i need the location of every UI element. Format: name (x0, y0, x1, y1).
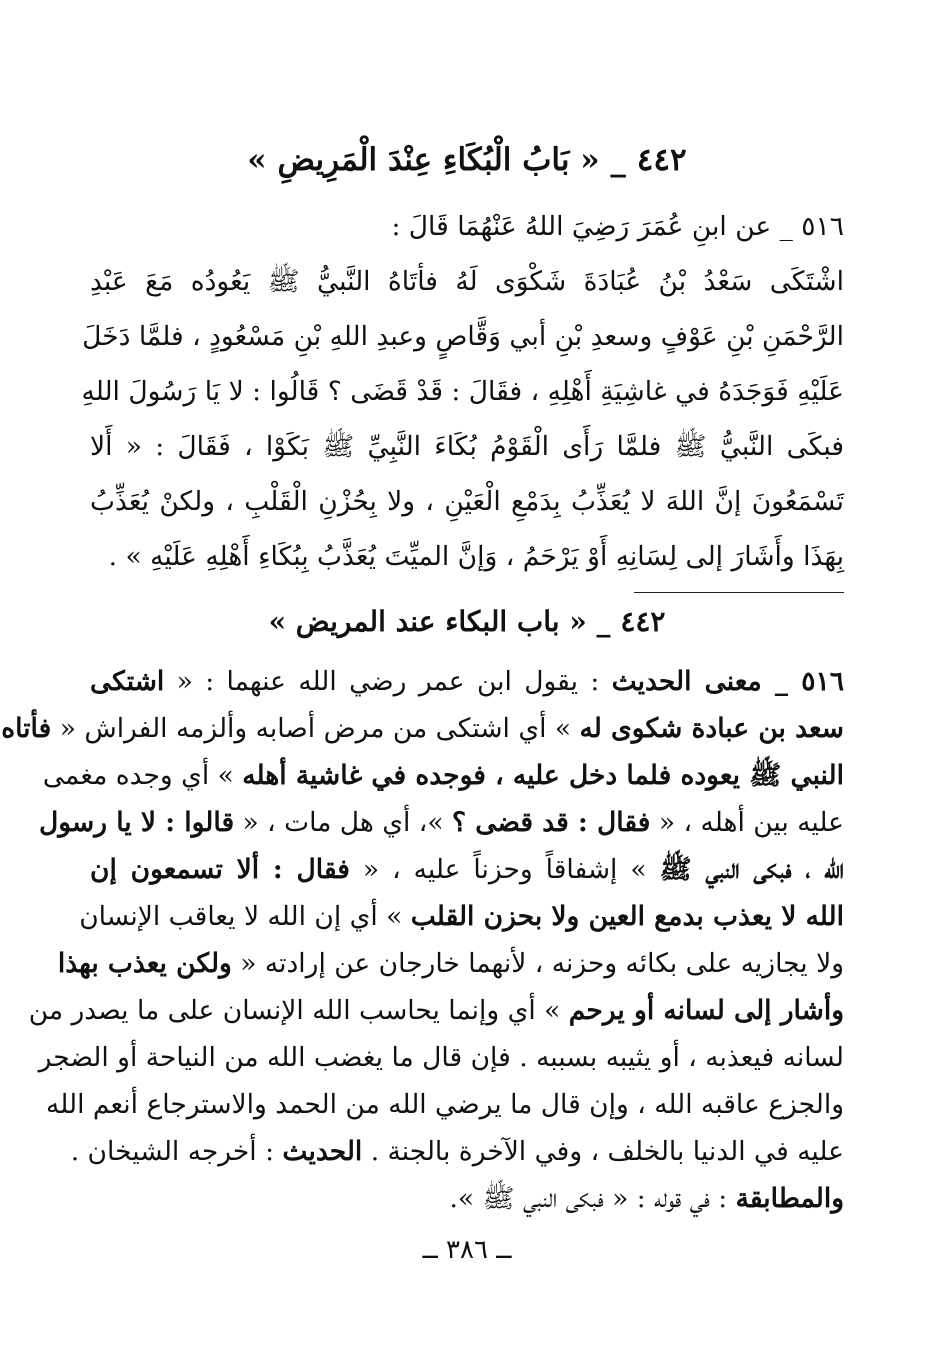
footnote-divider (634, 592, 844, 593)
bold-quote: فقال : قد قضى ؟ (451, 807, 651, 838)
explanation-text: : أخرجه الشيخان . (70, 1136, 283, 1167)
commentary-line (90, 662, 844, 706)
commentary-line (28, 991, 844, 1035)
explanation-text: » أي إن الله لا يعاقب الإنسان (79, 901, 411, 932)
hadith-line: الرَّحْمَنِ بْنِ عَوْفٍ وسعدِ بْنِ أبي وَقَّاصٍ وعبدِ اللهِ بْنِ مَسْعُودٍ ، فلمَّا دَخَلَ (82, 321, 844, 352)
bold-quote: ٥١٦ _ معنى الحديث (611, 666, 844, 697)
bold-quote: الله لا يعذب بدمع العين ولا بحزن القلب (410, 901, 844, 932)
explanation-text: » إشفاقاً وحزناً عليه ، « (349, 854, 660, 885)
explanation-text: والجزع عاقبه الله ، وإن قال ما يرضي الله من الحمد والاسترجاع أنعم الله (46, 1089, 844, 1120)
bold-quote: ولكن يعذب بهذا (57, 948, 232, 979)
explanation-text: ولا يجازيه على بكائه وحزنه ، لأنهما خارجان عن إرادته « (231, 948, 844, 979)
page-number: ــ ٣٨٦ ــ (422, 1235, 512, 1265)
bold-quote: اشتكى (90, 666, 165, 697)
explanation-text: »، أي هل مات ، « (234, 807, 452, 838)
bold-quote: النبي ﷺ يعوده فلما دخل عليه ، فوجده في غاشية أهله (242, 760, 844, 791)
commentary-line (90, 850, 844, 894)
commentary-title: ٤٤٢ _ « باب البكاء عند المريض » (268, 605, 666, 638)
explanation-text: » أي وإنما يحاسب الله الإنسان على ما يصدر من (28, 995, 569, 1026)
bold-quote: والمطابقة (735, 1183, 844, 1214)
bold-quote: سعد بن عبادة شكوى له (579, 713, 844, 744)
hadith-line: اشْتَكَى سَعْدُ بْنُ عُبَادَةَ شَكْوَى لَهُ فأتَاهُ النَّبيُّ ﷺ يَعُودُه مَعَ عَبْدِ (90, 266, 844, 297)
bold-quote: قالوا : لا يا رسول (39, 807, 235, 838)
explanation-text: » أي وجده مغمى (42, 760, 243, 791)
explanation-text: لسانه فيعذبه ، أو يثيبه بسببه . فإن قال ما يغضب الله من النياحة أو الضجر (38, 1042, 844, 1073)
bold-quote: الله ، فبكى النبي ﷺ (659, 854, 844, 885)
explanation-text: » أي اشتكى من مرض أصابه وألزمه الفراش « (51, 713, 580, 744)
commentary-line (90, 1179, 844, 1223)
bold-quote: فقال : ألا تسمعون إن (90, 854, 350, 885)
explanation-text: عليه بين أهله ، « (650, 807, 844, 838)
commentary-line (70, 1132, 844, 1176)
bold-quote: فأتاه (1, 713, 52, 744)
explanation-text: : يقول ابن عمر رضي الله عنهما : « (164, 666, 612, 697)
commentary-line (39, 803, 844, 847)
bold-quote: وأشار إلى لسانه أو يرحم (568, 995, 844, 1026)
commentary-line (42, 756, 844, 800)
hadith-line: بِهَذَا وأَشَارَ إلى لِسَانِهِ أَوْ يَرْحَمُ ، وَإنَّ الميِّتَ يُعَذَّبُ بِبُكَاءِ أَهْلِهِ عَلَيْهِ » . (108, 541, 844, 572)
bold-quote: الحديث (282, 1136, 363, 1167)
chapter-title: ٤٤٢ _ « بَابُ الْبُكَاءِ عِنْدَ الْمَرِيضِ » (247, 142, 687, 178)
commentary-line (38, 1038, 844, 1082)
commentary-line (46, 1085, 844, 1129)
explanation-text: : في قوله : « فبكى النبي ﷺ ». (449, 1183, 736, 1214)
commentary-line (57, 944, 844, 988)
hadith-line: فبكَى النَّبيُّ ﷺ فلمَّا رَأَى الْقَوْمُ بُكَاءَ النَّبِيِّ ﷺ بَكَوْا ، فَقَالَ : « أَلا (90, 431, 844, 462)
hadith-line: ٥١٦ _ عن ابنِ عُمَرَ رَضِيَ اللهُ عَنْهُمَا قَالَ : (391, 211, 844, 242)
explanation-text: عليه في الدنيا بالخلف ، وفي الآخرة بالجنة . (362, 1136, 844, 1167)
hadith-line: عَلَيْهِ فَوَجَدَهُ في غاشِيَةِ أَهْلِهِ ، فقَالَ : قَدْ قَضَى ؟ قَالُوا : لا يَا رَسُولَ اللهِ (81, 376, 844, 407)
commentary-line (1, 709, 844, 753)
hadith-line: تَسْمَعُونَ إنَّ اللهَ لا يُعَذِّبُ بِدَمْعِ الْعَيْنِ ، ولا بِحُزْنِ الْقَلْبِ ، ولكنْ يُعَذِّبُ (90, 486, 844, 517)
commentary-line (79, 897, 844, 941)
